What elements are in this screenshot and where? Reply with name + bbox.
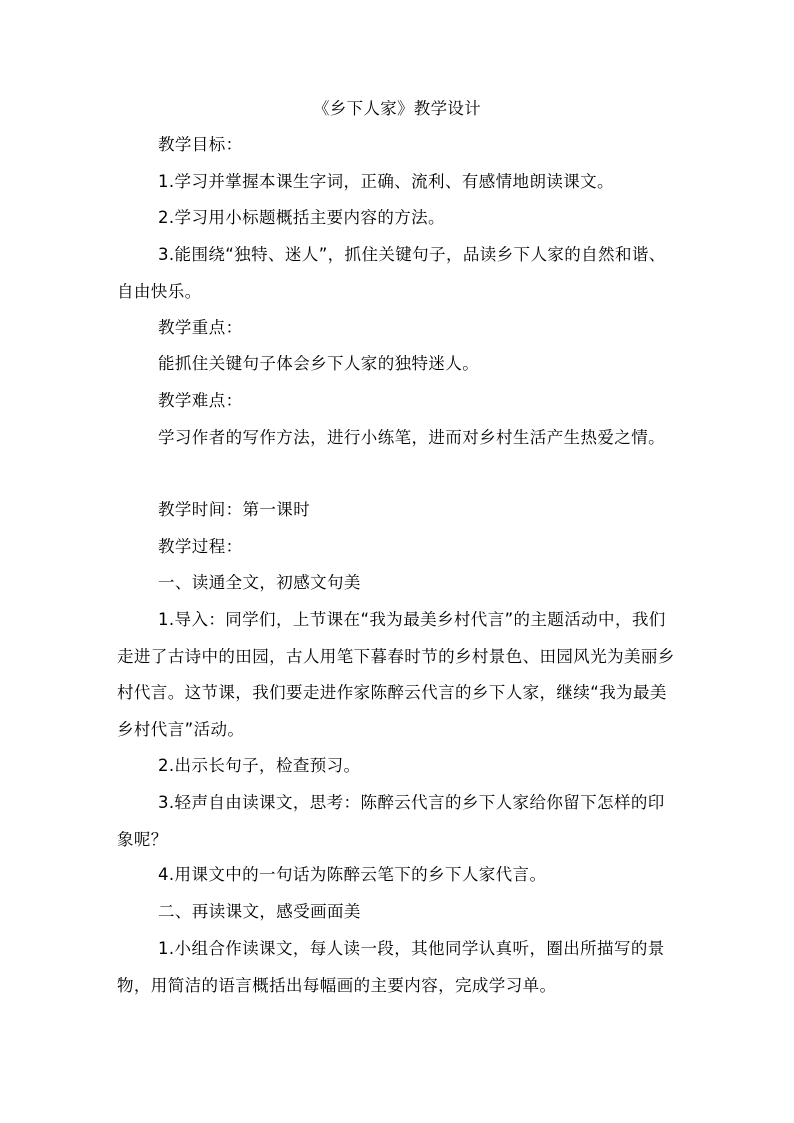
paragraph-key-points-heading: 教学重点： [158, 318, 243, 337]
paragraph-goal-2: 2.学习用小标题概括主要内容的方法。 [158, 208, 445, 227]
paragraph-goal-1: 1.学习并掌握本课生字词，正确、流利、有感情地朗读课文。 [158, 172, 614, 191]
paragraph-step-2: 2.出示长句子，检查预习。 [158, 756, 361, 775]
paragraph-difficulties-heading: 教学难点： [158, 391, 243, 410]
paragraph-step-3: 3.轻声自由读课文，思考：陈醉云代言的乡下人家给你留下怎样的印象呢？ [117, 793, 665, 849]
paragraph-teaching-time: 教学时间：第一课时 [158, 500, 311, 519]
paragraph-difficulties: 学习作者的写作方法，进行小练笔，进而对乡村生活产生热爱之情。 [158, 428, 665, 447]
paragraph-step-1-intro: 1.导入：同学们，上节课在“我为最美乡村代言”的主题活动中，我们走进了古诗中的田园，古人用笔下暮春时节的乡村景色、田园风光为美丽乡村代言。这节课，我们要走进作家陈醉云代言的乡下人家，继续“我为最美乡村代言”活动。 [117, 610, 675, 739]
paragraph-process-heading: 教学过程： [158, 537, 243, 556]
document-title: 《乡下人家》教学设计 [313, 99, 481, 118]
paragraph-goal-3: 3.能围绕“独特、迷人”，抓住关键句子，品读乡下人家的自然和谐、自由快乐。 [117, 245, 666, 301]
paragraph-teaching-goals-heading: 教学目标： [158, 135, 243, 154]
paragraph-section-2-step-1: 1.小组合作读课文，每人读一段，其他同学认真听，圈出所描写的景物，用简洁的语言概括出每幅画的主要内容，完成学习单。 [117, 939, 665, 995]
paragraph-key-points: 能抓住关键句子体会乡下人家的独特迷人。 [158, 354, 480, 373]
paragraph-section-1-heading: 一、读通全文，初感文句美 [158, 573, 361, 592]
paragraph-step-4: 4.用课文中的一句话为陈醉云笔下的乡下人家代言。 [158, 865, 547, 884]
paragraph-section-2-heading: 二、再读课文，感受画面美 [158, 902, 361, 921]
